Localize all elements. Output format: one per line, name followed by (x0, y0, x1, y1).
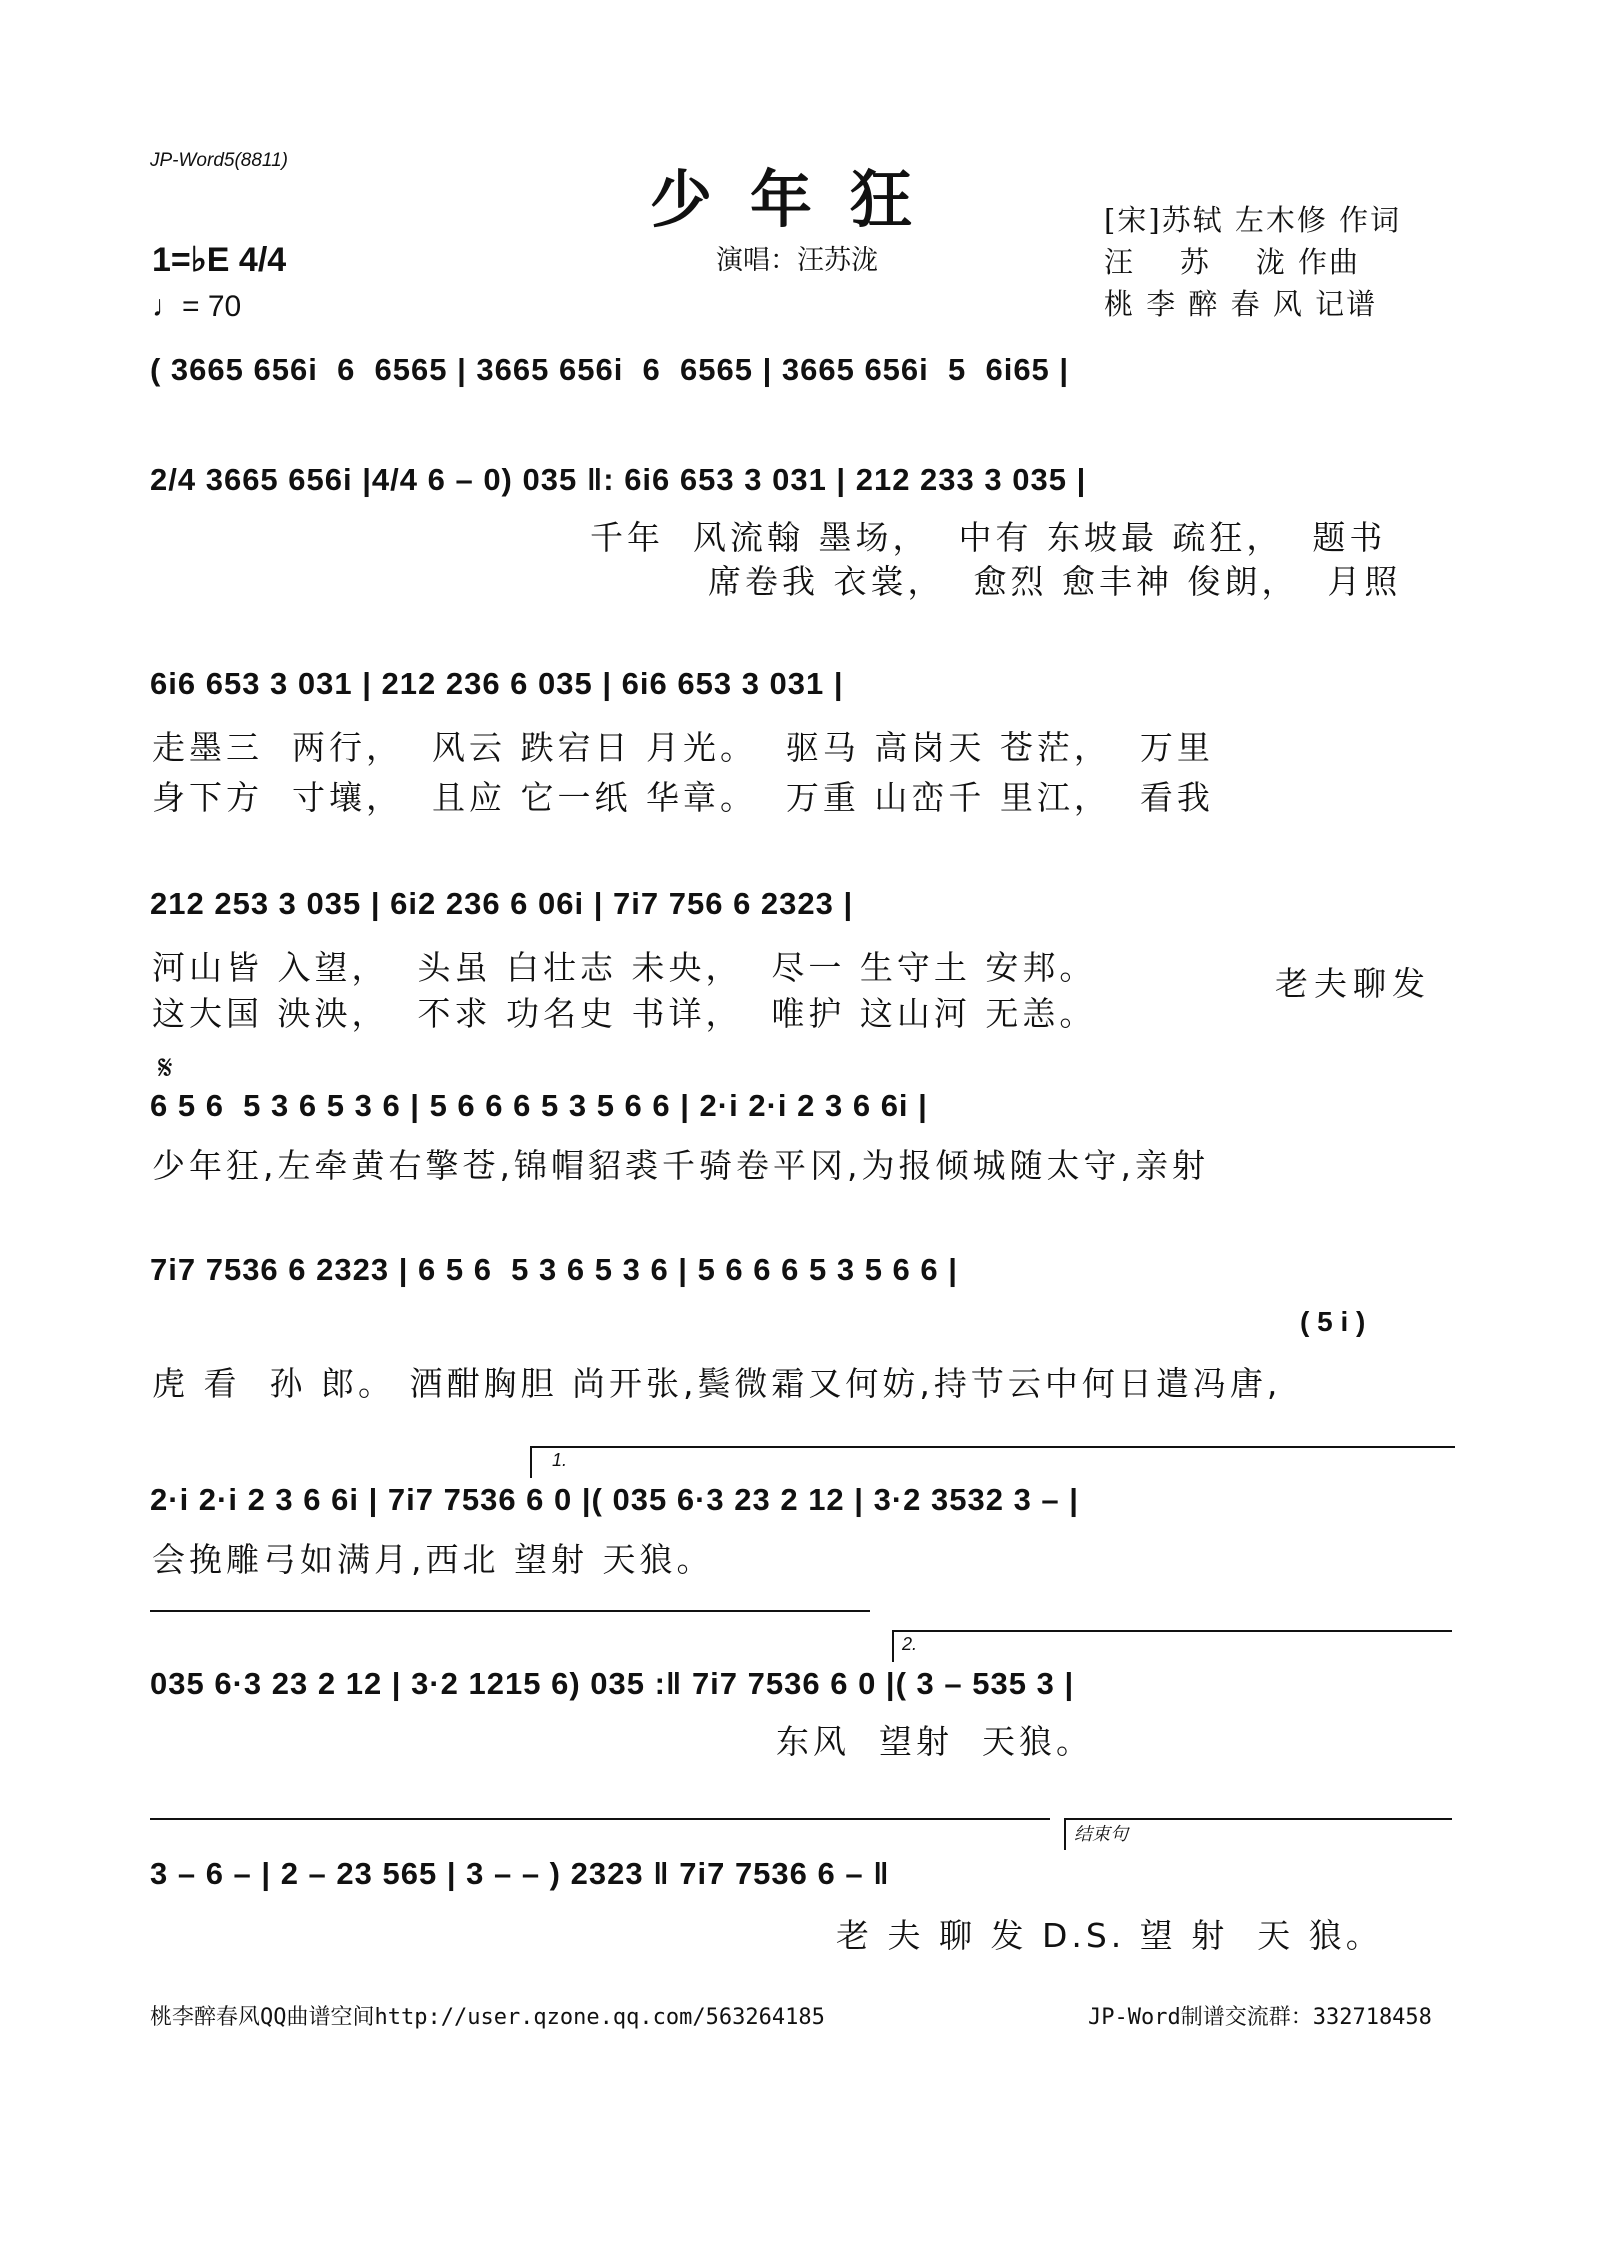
system-9-lyric: 老 夫 聊 发 D.S. 望 射 天 狼。 (836, 1916, 1383, 1955)
system-6-lyric: 虎 看 孙 郎。 酒酣胸胆 尚开张,鬓微霜又何妨,持节云中何日遣冯唐, (152, 1364, 1282, 1403)
system-7-notes: 2·i 2·i 2 3 6 6i | 7i7 7536 6 0 |( 035 6·3 23 2 12 | 3·2 3532 3 – | (150, 1482, 1079, 1517)
system-7-lyric: 会挽雕弓如满月,西北 望射 天狼。 (152, 1540, 714, 1579)
singer-credit: 演唱：汪苏泷 (716, 245, 878, 276)
system-3-lyric-1: 走墨三 两行， 风云 跌宕日 月光。 驱马 高岗天 苍茫， 万里 (152, 728, 1214, 767)
system-5-lyric: 少年狂,左牵黄右擎苍,锦帽貂裘千骑卷平冈,为报倾城随太守,亲射 (152, 1146, 1209, 1185)
segno-sign: 𝄋 (158, 1048, 173, 1088)
volta-2-tick (892, 1630, 894, 1662)
ending-label: 结束句 (1074, 1824, 1128, 1844)
volta-1-label: 1. (552, 1450, 568, 1470)
system-8-notes: 035 6·3 23 2 12 | 3·2 1215 6) 035 :‖ 7i7 7536 6 0 |( 3 – 535 3 | (150, 1666, 1075, 1701)
system-3-lyric-2: 身下方 寸壤， 且应 它一纸 华章。 万重 山峦千 里江， 看我 (152, 778, 1214, 817)
system-1-notes: ( 3665 656i 6 6565 | 3665 656i 6 6565 | 3665 656i 5 6i65 | (150, 352, 1070, 387)
tempo-marking: ♩= 70 (152, 290, 242, 323)
side-lyric: 老夫聊发 (1275, 964, 1431, 1003)
volta-bracket-tick (530, 1446, 532, 1478)
alternate-notes: ( 5 i ) (1300, 1306, 1366, 1337)
system-2-notes: 2/4 3665 656i |4/4 6 – 0) 035 ‖: 6i6 653 3 031 | 212 233 3 035 | (150, 462, 1087, 497)
key-signature: 1=♭E 4/4 (152, 241, 287, 279)
system-8-lyric: 东风 望射 天狼。 (776, 1722, 1093, 1761)
system-4-lyric-2: 这大国 泱泱， 不求 功名史 书详， 唯护 这山河 无恙。 (152, 994, 1097, 1033)
volta-bracket-line (530, 1446, 1455, 1448)
system-6-notes: 7i7 7536 6 2323 | 6 5 6 5 3 6 5 3 6 | 5 6 6 6 5 3 5 6 6 | (150, 1252, 958, 1287)
system-9-notes: 3 – 6 – | 2 – 23 565 | 3 – – ) 2323 ‖ 7i7 7536 6 – ‖ (150, 1856, 890, 1891)
footer-left: 桃李醉春风QQ曲谱空间http://user.qzone.qq.com/563264185 (150, 2005, 825, 2030)
volta-2-label: 2. (902, 1634, 918, 1654)
volta-2-line (892, 1630, 1452, 1632)
system-3-notes: 6i6 653 3 031 | 212 236 6 035 | 6i6 653 3 031 | (150, 666, 844, 701)
volta-1-continuation (150, 1610, 870, 1612)
lyricist-credit: [宋]苏轼 左木修 作词 (1104, 203, 1402, 237)
system-4-notes: 212 253 3 035 | 6i2 236 6 06i | 7i7 756 6 2323 | (150, 886, 854, 921)
song-title: 少年狂 (649, 163, 950, 236)
system-2-lyric-2: 席卷我 衣裳， 愈烈 愈丰神 俊朗， 月照 (708, 562, 1402, 601)
system-4-lyric-1: 河山皆 入望， 头虽 白壮志 未央， 尽一 生守土 安邦。 (152, 948, 1097, 987)
composer-credit: 汪 苏 泷 作曲 (1104, 245, 1360, 279)
system-2-lyric-1: 千年 风流翰 墨场， 中有 东坡最 疏狂， 题书 (590, 518, 1387, 557)
ending-bracket-tick (1064, 1818, 1066, 1850)
software-label: JP-Word5(8811) (150, 150, 288, 171)
transcriber-credit: 桃 李 醉 春 风 记谱 (1104, 287, 1378, 321)
volta-2-continuation (150, 1818, 1050, 1820)
footer-right: JP-Word制谱交流群：332718458 (1088, 2005, 1432, 2030)
system-5-notes: 6 5 6 5 3 6 5 3 6 | 5 6 6 6 5 3 5 6 6 | 2·i 2·i 2 3 6 6i | (150, 1088, 928, 1123)
